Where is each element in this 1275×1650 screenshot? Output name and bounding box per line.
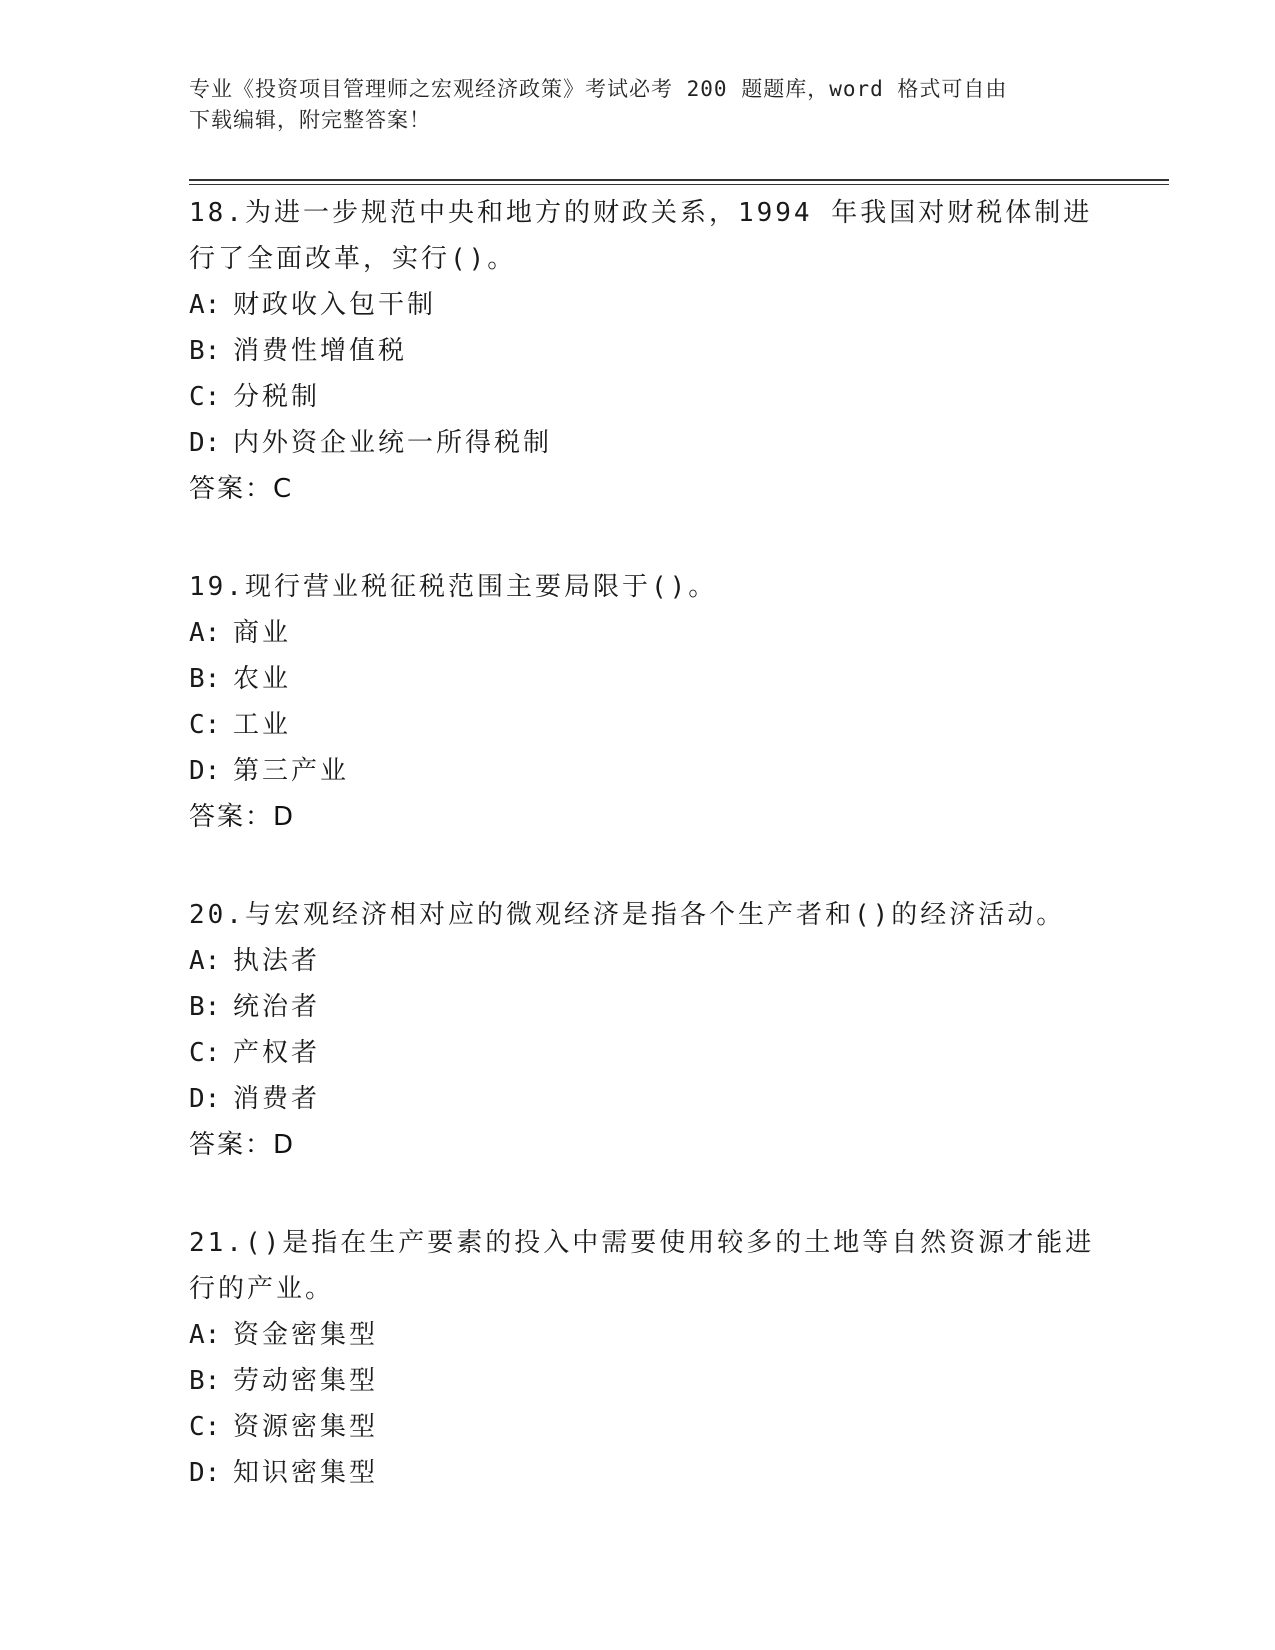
question-21 — [189, 1220, 1109, 1496]
option-text: 统治者 — [233, 992, 321, 1022]
option-text: 分税制 — [233, 382, 321, 412]
option-text: 内外资企业统一所得税制 — [233, 428, 553, 458]
option-key: C: — [189, 1412, 221, 1442]
option-b — [189, 328, 1109, 374]
option-a — [189, 610, 1109, 656]
header-line-1: 专业《投资项目管理师之宏观经济政策》考试必考 200 题题库，word 格式可自由 — [189, 77, 1008, 101]
document-header — [189, 74, 1089, 136]
option-text: 执法者 — [233, 946, 321, 976]
option-key: A: — [189, 946, 221, 976]
option-key: A: — [189, 1320, 221, 1350]
option-text: 第三产业 — [233, 756, 350, 786]
option-d — [189, 1076, 1109, 1122]
answer-label: 答案：D — [189, 1130, 296, 1160]
option-text: 农业 — [233, 664, 292, 694]
option-key: A: — [189, 618, 221, 648]
option-text: 劳动密集型 — [233, 1366, 379, 1396]
option-key: B: — [189, 1366, 221, 1396]
question-text: 19.现行营业税征税范围主要局限于()。 — [189, 572, 718, 602]
question-text: 21.()是指在生产要素的投入中需要使用较多的土地等自然资源才能进行的产业。 — [189, 1228, 1095, 1304]
option-a — [189, 938, 1109, 984]
option-c — [189, 1404, 1109, 1450]
option-b — [189, 1358, 1109, 1404]
option-key: D: — [189, 428, 221, 458]
option-text: 资金密集型 — [233, 1320, 379, 1350]
option-text: 资源密集型 — [233, 1412, 379, 1442]
option-a — [189, 282, 1109, 328]
option-b — [189, 656, 1109, 702]
option-d — [189, 748, 1109, 794]
option-key: B: — [189, 992, 221, 1022]
answer-label: 答案：D — [189, 802, 296, 832]
option-c — [189, 702, 1109, 748]
option-c — [189, 374, 1109, 420]
option-d — [189, 1450, 1109, 1496]
option-c — [189, 1030, 1109, 1076]
option-text: 消费者 — [233, 1084, 321, 1114]
question-list — [189, 190, 1109, 1548]
question-text: 20.与宏观经济相对应的微观经济是指各个生产者和()的经济活动。 — [189, 900, 1066, 930]
option-text: 工业 — [233, 710, 292, 740]
question-19 — [189, 564, 1109, 840]
option-key: D: — [189, 1458, 221, 1488]
option-key: D: — [189, 1084, 221, 1114]
question-text: 18.为进一步规范中央和地方的财政关系，1994 年我国对财税体制进行了全面改革，实行()。 — [189, 198, 1093, 274]
header-line-2: 下载编辑，附完整答案！ — [189, 108, 431, 132]
question-18 — [189, 190, 1109, 512]
question-20 — [189, 892, 1109, 1168]
option-key: B: — [189, 336, 221, 366]
option-text: 消费性增值税 — [233, 336, 408, 366]
option-a — [189, 1312, 1109, 1358]
option-key: B: — [189, 664, 221, 694]
option-key: C: — [189, 382, 221, 412]
option-text: 商业 — [233, 618, 292, 648]
header-divider-thin — [189, 184, 1169, 185]
option-b — [189, 984, 1109, 1030]
option-text: 产权者 — [233, 1038, 321, 1068]
option-text: 财政收入包干制 — [233, 290, 437, 320]
header-divider-thick — [189, 179, 1169, 181]
option-key: C: — [189, 710, 221, 740]
option-d — [189, 420, 1109, 466]
option-text: 知识密集型 — [233, 1458, 379, 1488]
option-key: C: — [189, 1038, 221, 1068]
option-key: A: — [189, 290, 221, 320]
option-key: D: — [189, 756, 221, 786]
answer-label: 答案：C — [189, 474, 294, 504]
